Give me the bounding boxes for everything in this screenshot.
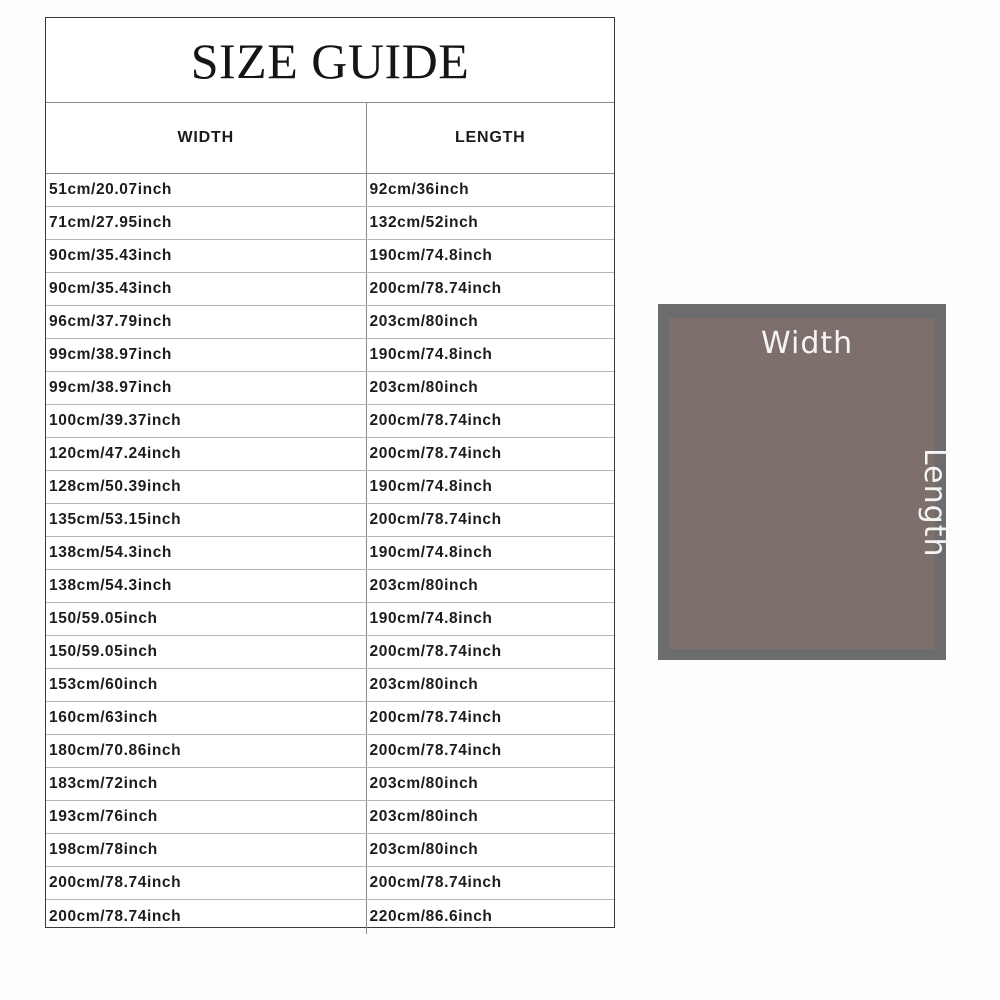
width-cell: 100cm/39.37inch [46,405,366,438]
table-row [46,537,614,570]
width-cell: 96cm/37.79inch [46,306,366,339]
width-cell: 51cm/20.07inch [46,174,366,207]
width-cell: 99cm/38.97inch [46,372,366,405]
width-cell: 71cm/27.95inch [46,207,366,240]
length-cell: 132cm/52inch [366,207,614,240]
length-cell: 200cm/78.74inch [366,702,614,735]
length-cell: 200cm/78.74inch [366,438,614,471]
length-cell: 200cm/78.74inch [366,636,614,669]
size-table [46,103,614,934]
diagram-length-label: Length [917,448,952,558]
width-cell: 150/59.05inch [46,636,366,669]
table-row [46,339,614,372]
size-table-body [46,174,614,935]
table-row [46,207,614,240]
width-cell: 198cm/78inch [46,834,366,867]
length-cell: 92cm/36inch [366,174,614,207]
width-cell: 160cm/63inch [46,702,366,735]
dimension-diagram [658,304,952,660]
length-cell: 200cm/78.74inch [366,735,614,768]
table-row [46,768,614,801]
table-row [46,669,614,702]
width-cell: 193cm/76inch [46,801,366,834]
width-cell: 90cm/35.43inch [46,240,366,273]
table-row [46,867,614,900]
width-column-header: WIDTH [46,103,366,174]
length-cell: 203cm/80inch [366,801,614,834]
length-cell: 190cm/74.8inch [366,603,614,636]
width-cell: 138cm/54.3inch [46,570,366,603]
table-row [46,900,614,935]
table-row [46,735,614,768]
length-cell: 203cm/80inch [366,372,614,405]
width-cell: 99cm/38.97inch [46,339,366,372]
table-row [46,405,614,438]
table-row [46,372,614,405]
width-cell: 90cm/35.43inch [46,273,366,306]
width-cell: 138cm/54.3inch [46,537,366,570]
dimension-diagram-fill [669,318,952,649]
length-cell: 190cm/74.8inch [366,339,614,372]
size-guide [45,17,615,928]
length-cell: 200cm/78.74inch [366,504,614,537]
width-cell: 183cm/72inch [46,768,366,801]
length-cell: 190cm/74.8inch [366,471,614,504]
length-cell: 190cm/74.8inch [366,537,614,570]
width-cell: 150/59.05inch [46,603,366,636]
table-row [46,570,614,603]
width-cell: 200cm/78.74inch [46,900,366,935]
length-column-header: LENGTH [366,103,614,174]
table-header-row [46,103,614,174]
length-cell: 200cm/78.74inch [366,273,614,306]
table-row [46,240,614,273]
length-cell: 200cm/78.74inch [366,867,614,900]
table-row [46,801,614,834]
length-cell: 203cm/80inch [366,834,614,867]
width-cell: 153cm/60inch [46,669,366,702]
table-row [46,603,614,636]
table-row [46,504,614,537]
table-row [46,702,614,735]
width-cell: 128cm/50.39inch [46,471,366,504]
length-cell: 203cm/80inch [366,669,614,702]
table-row [46,438,614,471]
length-cell: 203cm/80inch [366,306,614,339]
length-cell: 200cm/78.74inch [366,405,614,438]
length-cell: 190cm/74.8inch [366,240,614,273]
table-row [46,471,614,504]
width-cell: 200cm/78.74inch [46,867,366,900]
table-row [46,636,614,669]
width-cell: 135cm/53.15inch [46,504,366,537]
length-cell: 203cm/80inch [366,570,614,603]
length-cell: 203cm/80inch [366,768,614,801]
table-row [46,306,614,339]
width-cell: 120cm/47.24inch [46,438,366,471]
diagram-width-label: Width [761,326,854,361]
table-row [46,174,614,207]
table-row [46,273,614,306]
width-cell: 180cm/70.86inch [46,735,366,768]
table-row [46,834,614,867]
length-cell: 220cm/86.6inch [369,908,493,925]
size-guide-title: SIZE GUIDE [46,18,614,103]
